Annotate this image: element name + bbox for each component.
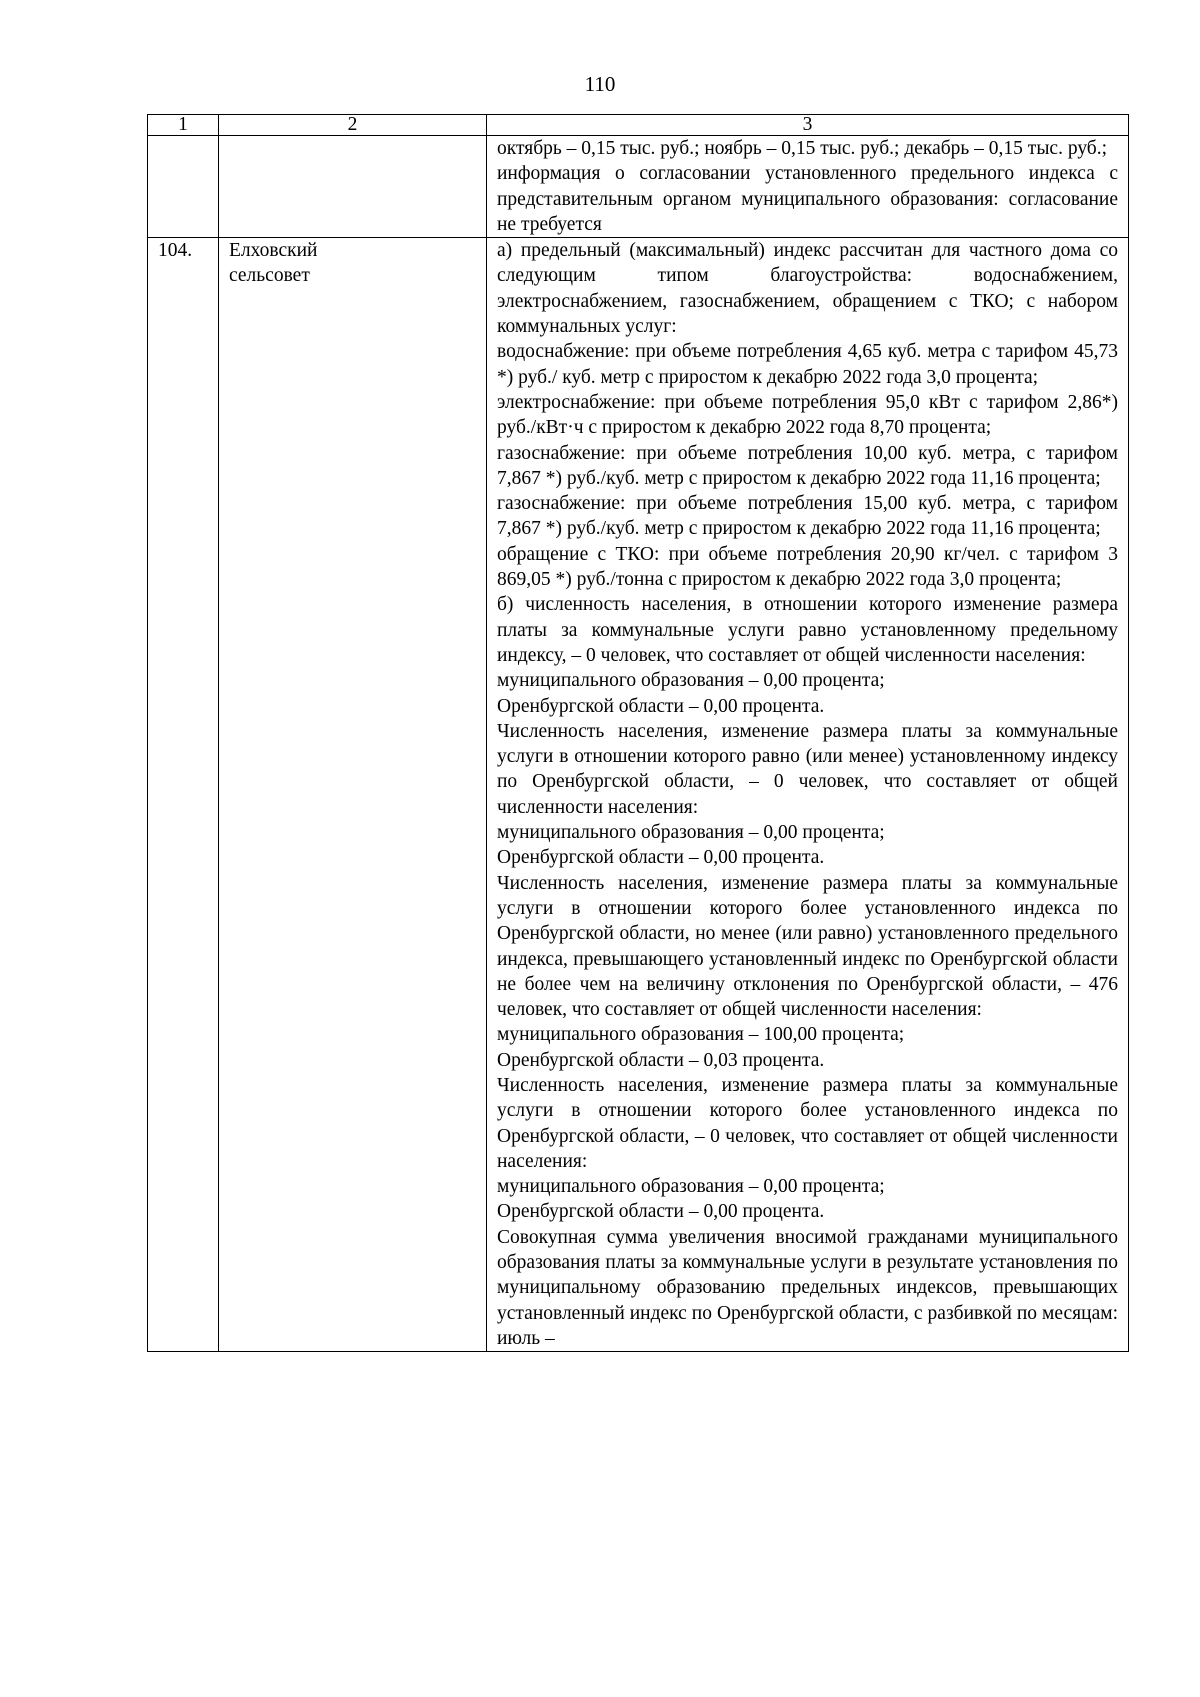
paragraph: Совокупная сумма увеличения вносимой гражданами муниципального образования платы за коммунальные услуги в результате установления по муниципальному образованию предельных индексов, превышающих установленный индекс по Оренбургской области, с разбивкой по месяцам: июль – [497,1226,1118,1349]
paragraph: муниципального образования – 0,00 процента; [497,822,885,844]
row-number-cell [148,136,219,238]
table-row-continuation [148,136,1129,238]
paragraph: Численность населения, изменение размера платы за коммунальные услуги в отношении которого более установленного индекса по Оренбургской области, – 0 человек, что составляет от общей численности населения: [497,1074,1118,1172]
municipality-cell [219,238,487,1352]
paragraph: Оренбургской области – 0,00 процента. [497,1201,825,1223]
table-row-104 [148,238,1129,1352]
paragraph: муниципального образования – 0,00 процента; [497,1176,885,1198]
paragraph: Численность населения, изменение размера платы за коммунальные услуги в отношении которого равно (или менее) установленному индексу по Оренбургской области, – 0 человек, что составляет от общей численности населения: [497,720,1118,818]
details-cell [487,136,1129,238]
page-number: 110 [584,72,616,96]
municipality-name-line: Елховский [229,240,318,262]
paragraph: Численность населения, изменение размера платы за коммунальные услуги в отношении которого более установленного индекса по Оренбургской области, но менее (или равно) установленного предельного индекса, превышающего установленный индекс по Оренбургской области не более чем на величину отклонения по Оренбургской области, – 476 человек, что составляет от общей численности населения: [497,872,1118,1021]
paragraph: октябрь – 0,15 тыс. руб.; ноябрь – 0,15 тыс. руб.; декабрь – 0,15 тыс. руб.; [497,138,1108,159]
municipality-cell [219,136,487,238]
details-cell [487,238,1129,1352]
municipality-name-line: сельсовет [229,265,310,287]
header-col-1: 1 [148,115,219,136]
paragraph: электроснабжение: при объеме потребления 95,0 кВт с тарифом 2,86*) руб./кВт·ч с приростом к декабрю 2022 года 8,70 процента; [497,391,1118,439]
paragraph: Оренбургской области – 0,03 процента. [497,1049,825,1071]
paragraph: а) предельный (максимальный) индекс рассчитан для частного дома со следующим типом благоустройства: водоснабжением, электроснабжением, газоснабжением, обращением с ТКО; с набором коммунальных услуг: [497,240,1118,338]
header-col-2: 2 [219,115,487,136]
paragraph: газоснабжение: при объеме потребления 15,00 куб. метра, с тарифом 7,867 *) руб./куб. метр с приростом к декабрю 2022 года 11,16 процента; [497,493,1118,540]
paragraph: Оренбургской области – 0,00 процента. [497,695,825,717]
paragraph: муниципального образования – 100,00 процента; [497,1024,905,1046]
paragraph: муниципального образования – 0,00 процента; [497,670,885,692]
index-table [147,114,1129,1352]
header-row [148,115,1129,136]
paragraph: Оренбургской области – 0,00 процента. [497,847,825,869]
paragraph: водоснабжение: при объеме потребления 4,65 куб. метра с тарифом 45,73 *) руб./ куб. метр с приростом к декабрю 2022 года 3,0 процента; [497,341,1118,388]
paragraph: информация о согласовании установленного предельного индекса с представительным органом муниципального образования: согласование не требуется [497,163,1118,235]
paragraph: б) численность населения, в отношении которого изменение размера платы за коммунальные услуги равно установленному предельному индексу, – 0 человек, что составляет от общей численности населения: [497,594,1118,666]
row-number-cell: 104. [148,238,219,1352]
header-col-3: 3 [487,115,1129,136]
paragraph: обращение с ТКО: при объеме потребления 20,90 кг/чел. с тарифом 3 869,05 *) руб./тонна с приростом к декабрю 2022 года 3,0 процента; [497,543,1118,591]
paragraph: газоснабжение: при объеме потребления 10,00 куб. метра, с тарифом 7,867 *) руб./куб. метр с приростом к декабрю 2022 года 11,16 процента; [497,442,1118,489]
